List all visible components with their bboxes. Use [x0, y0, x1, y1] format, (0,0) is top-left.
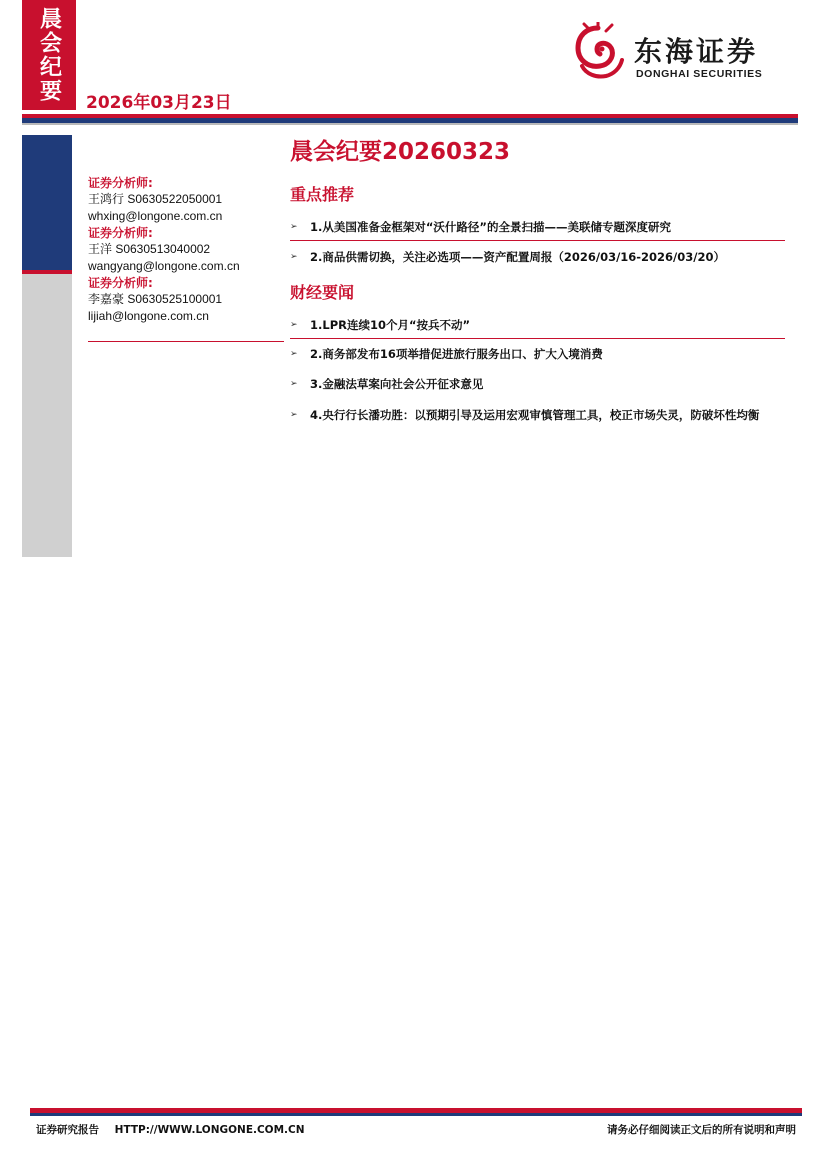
- analyst-list: [88, 175, 288, 325]
- dragon-logo-icon: [568, 22, 626, 84]
- footer-disclaimer: 请务必仔细阅读正文后的所有说明和声明: [607, 1124, 796, 1136]
- footer-report-type: 证券研究报告: [36, 1124, 99, 1136]
- list-item[interactable]: [290, 375, 810, 393]
- report-date: 2026年03月23日: [86, 93, 232, 113]
- list-item[interactable]: [290, 316, 810, 334]
- section-title-key-recommendations: 重点推荐: [290, 185, 355, 204]
- analyst-email[interactable]: whxing@longone.com.cn: [88, 209, 223, 223]
- item-text: 3.金融法草案向社会公开征求意见: [310, 377, 484, 391]
- company-logo: [568, 22, 798, 88]
- analyst-entry: [88, 225, 288, 275]
- analyst-email[interactable]: lijiah@longone.com.cn: [88, 309, 209, 323]
- item-divider: [290, 338, 785, 339]
- analyst-label: 证券分析师:: [88, 176, 153, 190]
- item-text: 1.LPR连续10个月“按兵不动”: [310, 318, 471, 332]
- list-item[interactable]: [290, 248, 810, 266]
- header-divider-grey: [22, 123, 798, 125]
- item-text: 1.从美国准备金框架对“沃什路径”的全景扫描——美联储专题深度研究: [310, 220, 671, 234]
- list-item[interactable]: [290, 218, 810, 236]
- analyst-label: 证券分析师:: [88, 276, 153, 290]
- document-title: 晨会纪要20260323: [290, 139, 511, 165]
- analyst-name-code: 王鸿行 S0630522050001: [88, 192, 223, 206]
- footer-left: [36, 1122, 317, 1137]
- bullet-arrow-icon: ➢: [290, 222, 298, 232]
- logo-english-name: DONGHAI SECURITIES: [636, 68, 763, 80]
- section-title-financial-news: 财经要闻: [290, 283, 355, 302]
- analyst-email[interactable]: wangyang@longone.com.cn: [88, 259, 240, 273]
- footer-divider-navy: [30, 1113, 802, 1116]
- item-text: 4.央行行长潘功胜：以预期引导及运用宏观审慎管理工具，校正市场失灵，防破坏性均衡: [310, 408, 760, 422]
- item-text: 2.商务部发布16项举措促进旅行服务出口、扩大入境消费: [310, 347, 603, 361]
- sidebar-navy-block: [22, 135, 72, 270]
- analyst-label: 证券分析师:: [88, 226, 153, 240]
- analyst-entry: [88, 275, 288, 325]
- sidebar-grey-block: [22, 274, 72, 557]
- bullet-arrow-icon: ➢: [290, 349, 298, 359]
- report-type-tag: 晨会纪要: [22, 0, 76, 110]
- bullet-arrow-icon: ➢: [290, 410, 298, 420]
- footer-url-link[interactable]: HTTP://WWW.LONGONE.COM.CN: [114, 1124, 305, 1136]
- list-item[interactable]: [290, 345, 810, 363]
- logo-chinese-name: 东海证券: [634, 35, 759, 68]
- bullet-arrow-icon: ➢: [290, 320, 298, 330]
- bullet-arrow-icon: ➢: [290, 252, 298, 262]
- analyst-name-code: 李嘉豪 S0630525100001: [88, 292, 223, 306]
- list-item[interactable]: [290, 406, 810, 424]
- analyst-entry: [88, 175, 288, 225]
- analyst-name-code: 王洋 S0630513040002: [88, 242, 211, 256]
- bullet-arrow-icon: ➢: [290, 379, 298, 389]
- item-divider: [290, 240, 785, 241]
- item-text: 2.商品供需切换，关注必选项——资产配置周报（2026/03/16-2026/03/20）: [310, 250, 725, 264]
- analyst-divider: [88, 341, 284, 342]
